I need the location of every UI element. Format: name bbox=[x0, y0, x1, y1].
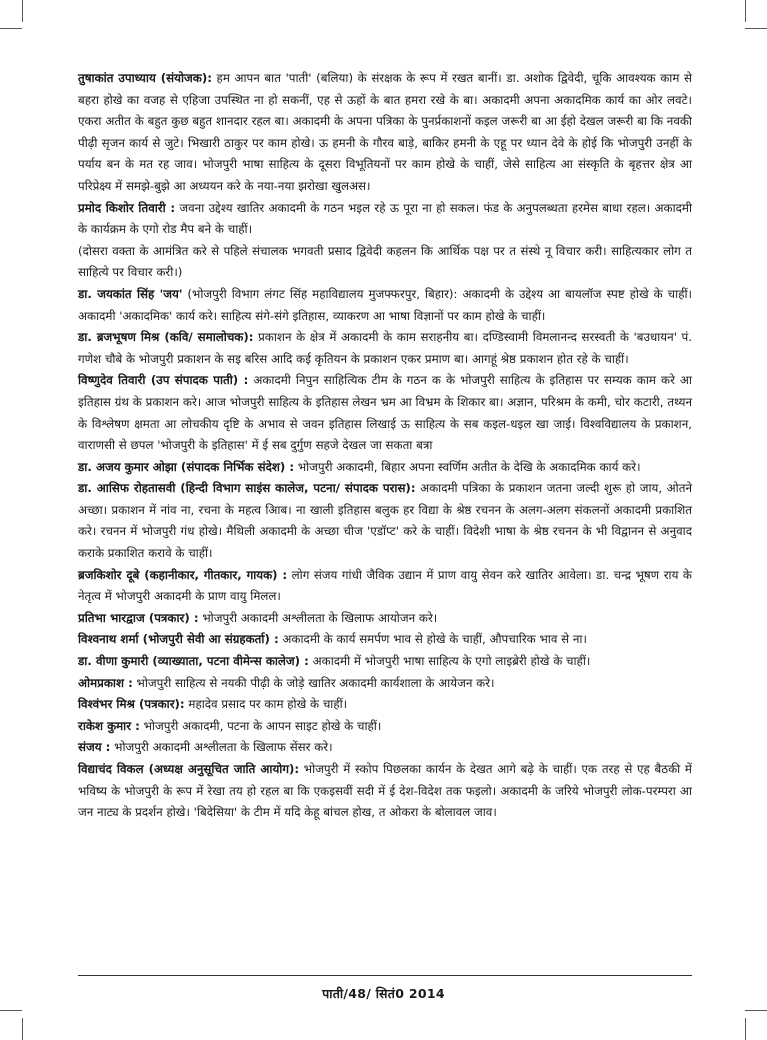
crop-mark-top-left bbox=[22, 0, 23, 22]
footer-rule bbox=[78, 975, 692, 976]
paragraph bbox=[78, 68, 692, 198]
speaker-name: प्रमोद किशोर तिवारी : bbox=[78, 200, 176, 215]
paragraph-text: भोजपुरी अकादमी अश्लीलता के खिलाफ आयोजन करे। bbox=[198, 610, 438, 625]
speaker-name: ओमप्रकाश : bbox=[78, 675, 133, 690]
paragraph-text: लोग संजय गांधी जैविक उद्यान में प्राण वायु सेवन करे खातिर आवेला। डा. चन्द्र भूषण राय के नेतृत्व में भोजपुरी अकादमी के प्राण वायु मिलल। bbox=[78, 567, 692, 604]
paragraph bbox=[78, 478, 692, 564]
speaker-name: ब्रजकिशोर दूबे (कहानीकार, गीतकार, गायक) : bbox=[78, 567, 288, 582]
speaker-name: तुषाकांत उपाध्याय (संयोजक): bbox=[78, 71, 212, 85]
crop-mark-bottom-left bbox=[22, 1018, 23, 1040]
speaker-name: डा. जयकांत सिंह 'जय' bbox=[78, 286, 183, 301]
paragraph-text: प्रकाशन के क्षेत्र में अकादमी के काम सराहनीय बा। दण्डिस्वामी विमलानन्द सरस्वती के 'बउधायन' पं. गणेश चौबे के भोजपुरी प्रकाशन के सइ बरिस आदि कई कृतियन के प्रकाशन एकर प्रमाण बा। आगहूं श्रेष्ठ प्रकाशन होत रहे के चाहीं। bbox=[78, 330, 692, 366]
crop-mark-top-right-h bbox=[745, 28, 767, 29]
speaker-name: डा. आसिफ रोहतासवी (हिन्दी विभाग साइंस कालेज, पटना/ संपादक परास): bbox=[78, 481, 416, 496]
crop-mark-top-left-h bbox=[0, 28, 22, 29]
speaker-name: डा. ब्रजभूषण मिश्र (कवि/ समालोचक): bbox=[78, 330, 254, 345]
paragraph-text: जवना उद्देश्य खातिर अकादमी के गठन भइल रहे ऊ पूरा ना हो सकल। फंड के अनुपलब्धता हरमेस बाधा रहल। अकादमी के कार्यक्रम के एगो रोड मैप बने के चाहीं। bbox=[78, 200, 693, 237]
paragraph bbox=[78, 370, 692, 456]
speaker-name: संजय : bbox=[78, 740, 111, 755]
paragraph-text: हम आपन बात 'पाती' (बलिया) के संरक्षक के रूप में रखत बानीं। डा. अशोक द्विवेदी, चूकि आवश्यक काम से बहरा होखे का वजह से एहिजा उपस्थित ना हो सकनीं, एह से ऊहों के बात हमरा रखे के बा। अकादमी अपना अकादमिक कार्य का ओर लवटे। एकरा अतीत के बहुत कुछ बहुत शानदार रहल बा। अकादमी के अपना पत्रिका के पुनर्प्रकाशनों कइल जरूरी बा आ ईहो देखल जरूरी बा कि नवकी पीढ़ी सृजन कार्य से जुटे। भिखारी ठाकुर पर काम होखे। ऊ हमनी के गौरव बाड़े, बाकिर हमनी के एहू पर ध्यान देवे के होई कि भोजपुरी उनहीं के पर्याय बन के मत रह जाव। भोजपुरी भाषा साहित्य के दूसरा विभूतियनों पर काम होखे के चाहीं, जेसे साहित्य आ संस्कृति के बृहत्तर क्षेत्र आ परिप्रेक्ष्य में समझे-बुझे आ अध्ययन करे के नया-नया झरोखा खुलअस। bbox=[78, 71, 692, 193]
paragraph bbox=[78, 759, 692, 824]
paragraph-text: भोजपुरी अकादमी, बिहार अपना स्वर्णिम अतीत के देखि के अकादमिक कार्य करे। bbox=[294, 459, 641, 474]
paragraph-text: भोजपुरी अकादमी अश्लीलता के खिलाफ सेंसर करे। bbox=[110, 740, 333, 755]
speaker-name: डा. अजय कुमार ओझा (संपादक निर्भिक संदेश) : bbox=[78, 459, 295, 474]
paragraph bbox=[78, 327, 692, 370]
paragraph-text: अकादमी पत्रिका के प्रकाशन जतना जल्दी शुरू हो जाय, ओतने अच्छा। प्रकाशन में नांव ना, रचना के महत्व आिब। ना खाली इतिहास बलुक हर विद्या के श्रेष्ठ रचनन के अलग-अलग संकलनों अकादमी प्रकाशित करे। रचनन में भोजपुरी गंध होखे। मैथिली अकादमी के अच्छा चीज 'एडॉप्ट' करे के चाहीं। विदेशी भाषा के श्रेष्ठ रचनन के भी विद्वानन से अनुवाद कराके प्रकाशित करावे के चाहीं। bbox=[78, 481, 692, 561]
paragraph-text: महादेव प्रसाद पर काम होखे के चाहीं। bbox=[184, 697, 348, 712]
paragraph bbox=[78, 673, 692, 695]
crop-mark-bottom-left-h bbox=[0, 1010, 22, 1011]
paragraph-text: अकादमी निपुन साहित्यिक टीम के गठन क के भोजपुरी साहित्य के इतिहास पर सम्यक काम करे आ इतिहास ग्रंथ के प्रकाशन करे। आज भोजपुरी साहित्य के इतिहास लेखन भ्रम आ विभ्रम के शिकार बा। अज्ञान, परिश्रम के कमी, चोर कटारी, तथ्यन के विश्लेषण क्षमता आ लोचकीय दृष्टि के अभाव से जवन इतिहास लिखाई ऊ साहित्य के सब कइल-धइल खा जाई। विश्वविद्यालय के प्रकाशन, वाराणसी से छपल 'भोजपुरी के इतिहास' में ई सब दुर्गुण सहजे देखल जा सकता बत्रा bbox=[78, 373, 692, 453]
crop-mark-bottom-right bbox=[745, 1018, 746, 1040]
paragraph bbox=[78, 629, 692, 651]
paragraph-text: भोजपुरी में स्कोप पिछलका कार्यन के देखत आगे बढ़े के चाहीं। एक तरह से एह बैठकी में भविष्य के भोजपुरी के रूप में रेखा तय हो रहल बा कि एकइसवीं सदी में ई देश-विदेश तक फइलो। अकादमी के जरिये भोजपुरी लोक-परम्परा आ जन नाट्य के प्रदर्शन होखे। 'बिदेसिया' के टीम में यदि केहू बांचल होख, त ओकरा के बोलावल जाव। bbox=[78, 762, 692, 820]
paragraph bbox=[78, 694, 692, 716]
speaker-name: डा. वीणा कुमारी (व्याख्याता, पटना वीमेन्स कालेज) : bbox=[78, 654, 309, 669]
page-footer: पाती/48/ सितं0 2014 bbox=[322, 986, 445, 1001]
paragraph-text: भोजपुरी साहित्य से नयकी पीढ़ी के जोड़े खातिर अकादमी कार्यशाला के आयेजन करे। bbox=[132, 675, 495, 690]
speaker-name: विश्वनाथ शर्मा (भोजपुरी सेवी आ संग्रहकर्ता) : bbox=[78, 632, 279, 647]
paragraph-text: (दोसरा वक्ता के आमंत्रित करे से पहिले संचालक भगवती प्रसाद द्विवेदी कहलन कि आर्थिक पक्ष पर त संस्थे नू विचार करी। साहित्यकार लोग त साहित्ये पर विचार करी।) bbox=[78, 243, 692, 280]
speaker-name: विद्याचंद विकल (अध्यक्ष अनुसूचित जाति आयोग): bbox=[78, 762, 300, 776]
speaker-name: विश्वंभर मिश्र (पत्रकार): bbox=[78, 697, 185, 712]
paragraph bbox=[78, 608, 692, 630]
paragraph-text: अकादमी में भोजपुरी भाषा साहित्य के एगो लाइब्रेरी होखे के चाहीं। bbox=[308, 654, 591, 669]
paragraph-text: (भोजपुरी विभाग लंगट सिंह महाविद्यालय मुजफ्फरपुर, बिहार): अकादमी के उद्देश्य आ बायलॉज स्पष्ट होखे के चाहीं। अकादमी 'अकादमिक' कार्य करे। साहित्य संगे-संगे इतिहास, व्याकरण आ भाषा विज्ञानों पर काम होखे के चाहीं। bbox=[78, 286, 693, 323]
crop-mark-bottom-right-h bbox=[745, 1010, 767, 1011]
speaker-name: विष्णुदेव तिवारी (उप संपादक पाती) : bbox=[78, 373, 249, 388]
article-body bbox=[78, 68, 692, 824]
paragraph bbox=[78, 198, 692, 241]
paragraph-text: अकादमी के कार्य समर्पण भाव से होखे के चाहीं, औपचारिक भाव से ना। bbox=[278, 632, 587, 647]
crop-mark-top-right bbox=[745, 0, 746, 22]
paragraph bbox=[78, 284, 692, 327]
paragraph bbox=[78, 651, 692, 673]
paragraph bbox=[78, 457, 692, 479]
paragraph bbox=[78, 241, 692, 284]
paragraph-text: भोजपुरी अकादमी, पटना के आपन साइट होखे के चाहीं। bbox=[139, 718, 382, 733]
paragraph bbox=[78, 716, 692, 738]
paragraph bbox=[78, 565, 692, 608]
speaker-name: प्रतिभा भारद्वाज (पत्रकार) : bbox=[78, 610, 199, 625]
speaker-name: राकेश कुमार : bbox=[78, 718, 140, 733]
paragraph bbox=[78, 737, 692, 759]
